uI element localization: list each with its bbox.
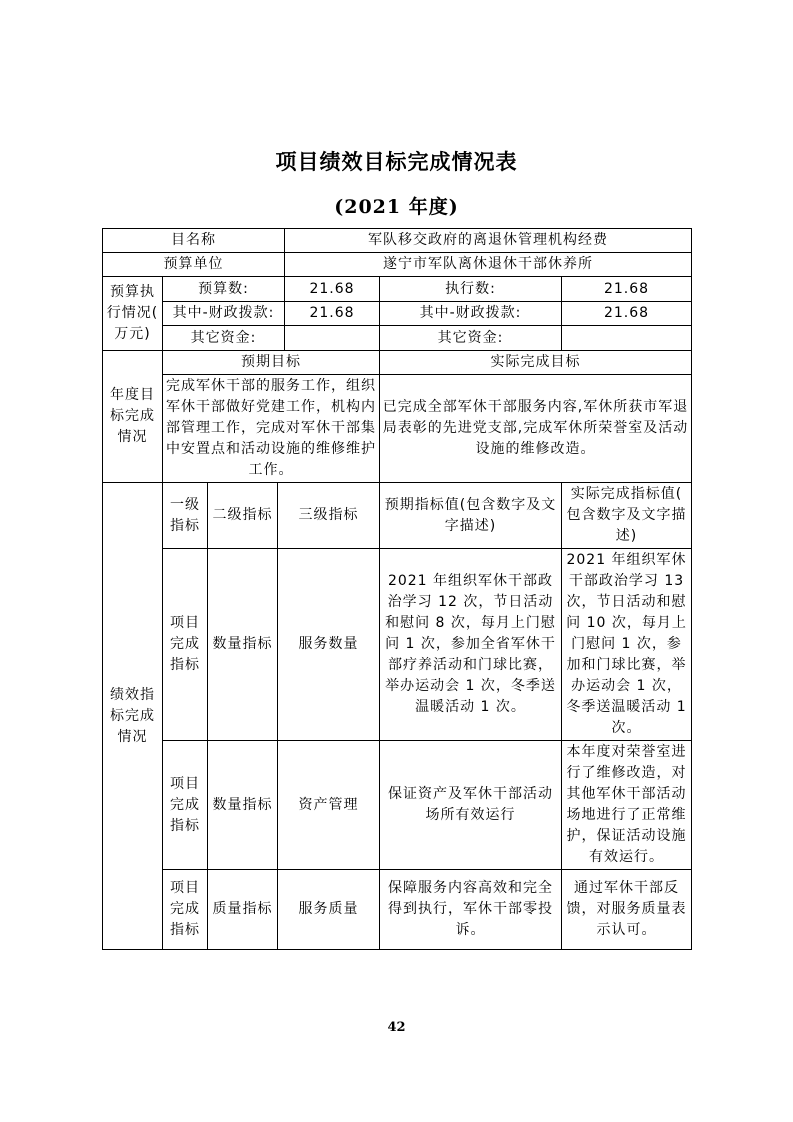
- table-row: [103, 375, 692, 483]
- table-row: [103, 483, 692, 549]
- budget-unit-value: 遂宁市军队离休退休干部休养所: [285, 253, 692, 277]
- table-row: [103, 741, 692, 870]
- indicator-expected: 保障服务内容高效和完全得到执行，军休干部零投诉。: [380, 870, 562, 950]
- budget-label: 执行数:: [380, 277, 562, 302]
- indicator-level1: 项目完成指标: [163, 741, 208, 870]
- indicator-level2: 质量指标: [208, 870, 278, 950]
- table-row: [103, 870, 692, 950]
- expected-goal-text: 完成军休干部的服务工作，组织军休干部做好党建工作，机构内部管理工作，完成对军休干部集中安置点和活动设施的维修维护工作。: [163, 375, 380, 483]
- budget-label: 其中-财政拨款:: [380, 302, 562, 326]
- page-subtitle: (2021 年度): [334, 196, 459, 218]
- budget-label: 预算数:: [163, 277, 285, 302]
- budget-label: 其它资金:: [380, 326, 562, 351]
- expected-goal-header: 预期目标: [163, 351, 380, 375]
- table-row: [103, 326, 692, 351]
- performance-table: [102, 228, 692, 950]
- budget-value: 21.68: [285, 277, 380, 302]
- section-budget-execution-label: 预算执行情况(万元): [103, 277, 163, 351]
- project-name-label: 目名称: [103, 229, 285, 253]
- budget-value: 21.68: [285, 302, 380, 326]
- table-row: [103, 253, 692, 277]
- actual-goal-header: 实际完成目标: [380, 351, 692, 375]
- indicator-level2: 数量指标: [208, 549, 278, 741]
- indicator-expected: 保证资产及军休干部活动场所有效运行: [380, 741, 562, 870]
- budget-value: 21.68: [562, 277, 692, 302]
- indicator-actual: 通过军休干部反馈，对服务质量表示认可。: [562, 870, 692, 950]
- indicator-expected: 2021 年组织军休干部政治学习 12 次，节日活动和慰问 8 次，每月上门慰问 1 次，参加全省军休干部疗养活动和门球比赛，举办运动会 1 次，冬季送温暖活动 1 次。: [380, 549, 562, 741]
- budget-label: 其中-财政拨款:: [163, 302, 285, 326]
- project-name-value: 军队移交政府的离退休管理机构经费: [285, 229, 692, 253]
- header-actual-value: 实际完成指标值(包含数字及文字描述): [562, 483, 692, 549]
- indicator-level1: 项目完成指标: [163, 870, 208, 950]
- page-number: 42: [387, 1020, 406, 1035]
- indicator-actual: 2021 年组织军休干部政治学习 13 次，节日活动和慰问 10 次，每月上门慰问 1 次，参加和门球比赛，举办运动会 1 次，冬季送温暖活动 1 次。: [562, 549, 692, 741]
- section-annual-goal-label: 年度目标完成情况: [103, 351, 163, 483]
- page-title: 项目绩效目标完成情况表: [275, 150, 518, 174]
- header-level2: 二级指标: [208, 483, 278, 549]
- indicator-level3: 服务质量: [278, 870, 380, 950]
- header-expected-value: 预期指标值(包含数字及文字描述): [380, 483, 562, 549]
- budget-value: [562, 326, 692, 351]
- indicator-level3: 服务数量: [278, 549, 380, 741]
- table-row: [103, 351, 692, 375]
- table-row: [103, 302, 692, 326]
- indicator-level3: 资产管理: [278, 741, 380, 870]
- indicator-actual: 本年度对荣誉室进行了维修改造，对其他军休干部活动场地进行了正常维护，保证活动设施有效运行。: [562, 741, 692, 870]
- budget-unit-label: 预算单位: [103, 253, 285, 277]
- section-performance-label: 绩效指标完成情况: [103, 483, 163, 950]
- budget-value: 21.68: [562, 302, 692, 326]
- budget-value: [285, 326, 380, 351]
- table-row: [103, 277, 692, 302]
- table-row: [103, 229, 692, 253]
- header-level1: 一级指标: [163, 483, 208, 549]
- budget-label: 其它资金:: [163, 326, 285, 351]
- actual-goal-text: 已完成全部军休干部服务内容,军休所获市军退局表彰的先进党支部,完成军休所荣誉室及活动设施的维修改造。: [380, 375, 692, 483]
- header-level3: 三级指标: [278, 483, 380, 549]
- table-row: [103, 549, 692, 741]
- indicator-level2: 数量指标: [208, 741, 278, 870]
- indicator-level1: 项目完成指标: [163, 549, 208, 741]
